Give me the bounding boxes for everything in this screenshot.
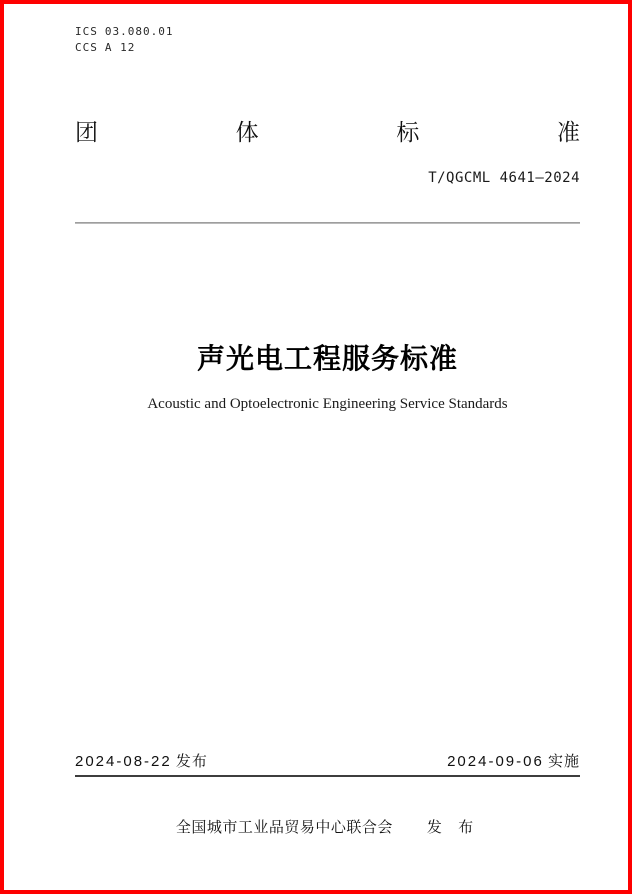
standard-type-char: 体 <box>235 119 259 145</box>
publish-date: 2024-08-22 <box>75 753 172 770</box>
document-title-chinese: 声光电工程服务标准 <box>196 343 458 374</box>
publisher-name: 全国城市工业品贸易中心联合会 <box>175 819 393 836</box>
publish-label: 发布 <box>175 753 208 770</box>
ics-code-line <box>75 24 173 40</box>
standard-type-heading <box>75 114 580 147</box>
ics-label: ICS <box>75 25 98 38</box>
standard-type-char: 准 <box>556 119 580 145</box>
implement-label: 实施 <box>547 753 580 770</box>
implement-date-block <box>447 750 580 771</box>
publisher-row <box>75 816 580 837</box>
ccs-label: CCS <box>75 41 98 54</box>
ics-code-value: 03.080.01 <box>104 25 174 38</box>
document-title-english: Acoustic and Optoelectronic Engineering Service Standards <box>147 396 508 412</box>
standard-type-char: 标 <box>396 119 420 145</box>
issue-label: 发 布 <box>426 819 480 836</box>
header-divider-rule <box>75 222 580 224</box>
standard-number: T/QGCML 4641—2024 <box>428 170 580 186</box>
dates-row <box>75 750 580 777</box>
ccs-code-line <box>75 40 173 56</box>
ccs-code-value: A 12 <box>104 41 136 54</box>
implement-date: 2024-09-06 <box>447 753 544 770</box>
standard-type-char: 团 <box>75 119 98 145</box>
classification-codes <box>75 24 173 56</box>
publish-date-block <box>75 750 208 771</box>
